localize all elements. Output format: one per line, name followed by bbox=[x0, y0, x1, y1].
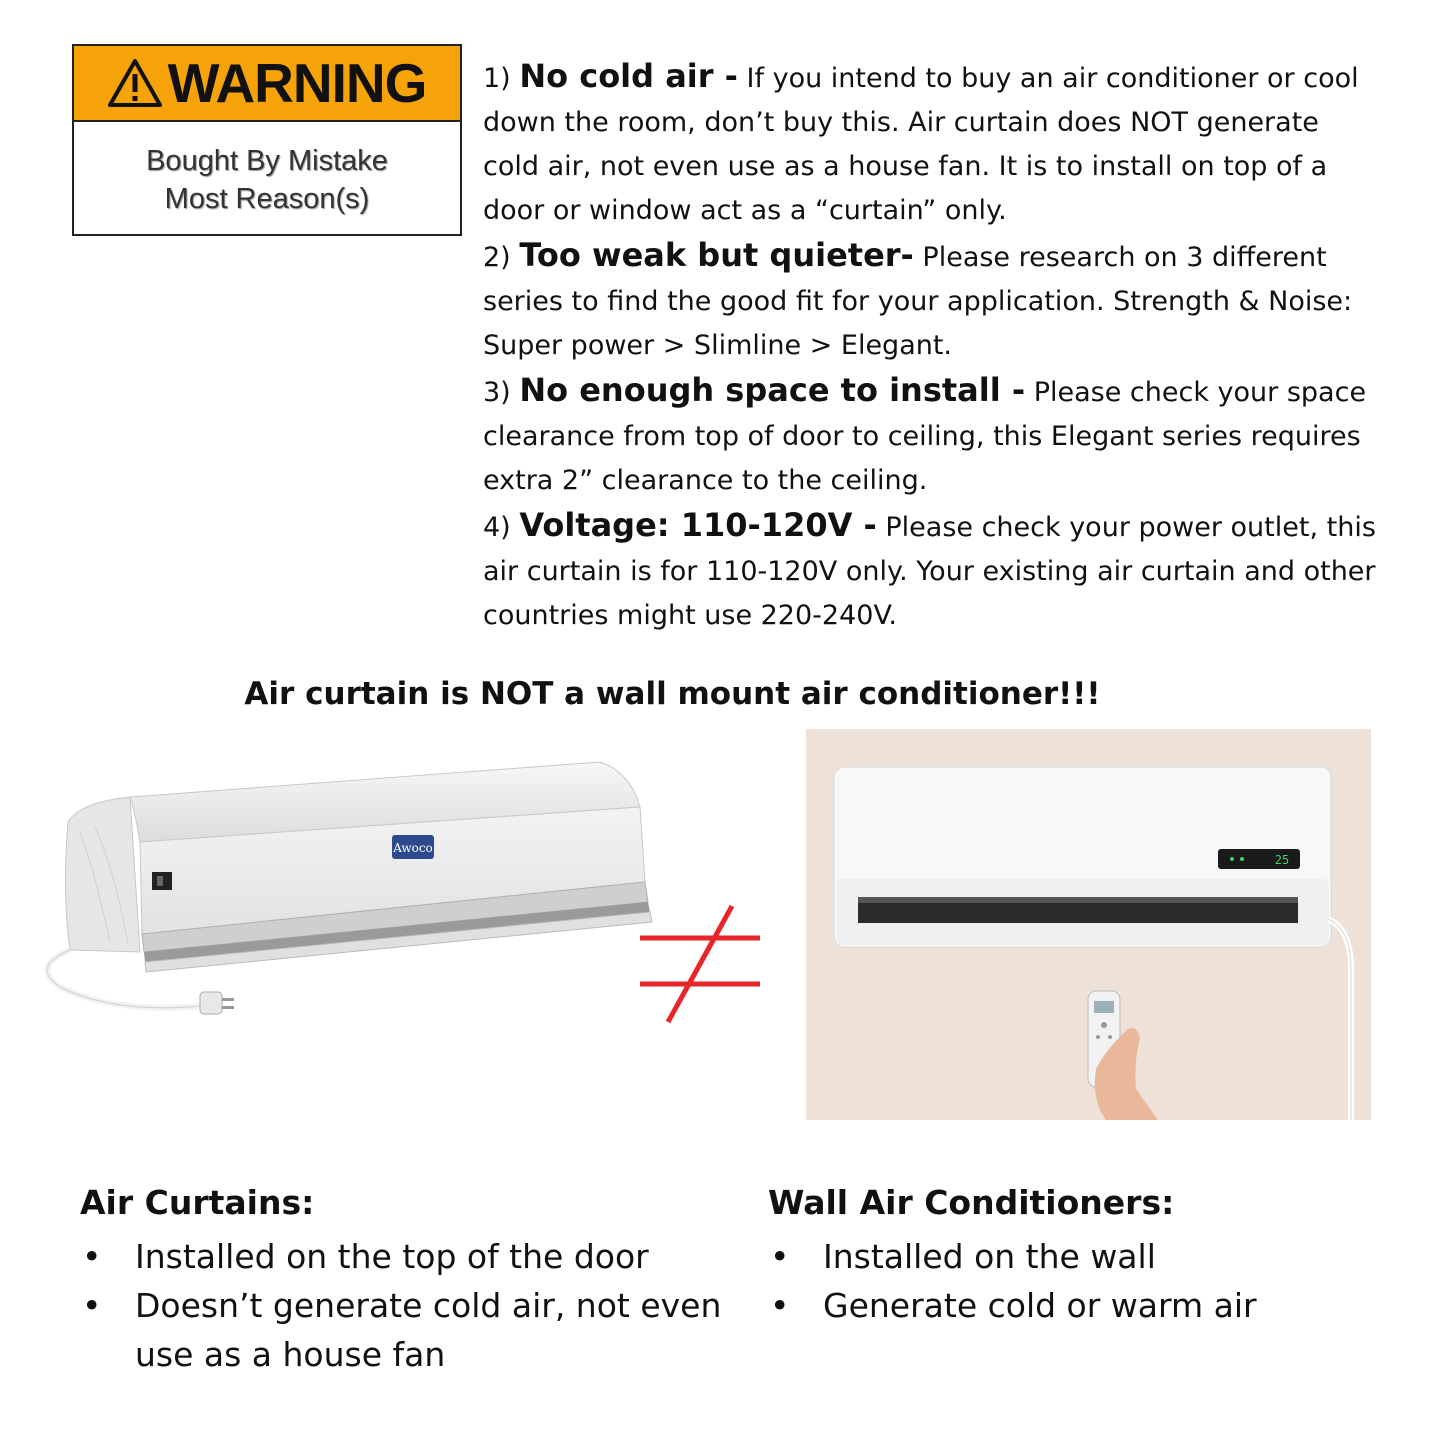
reason-text: Please check your power outlet, this air curtain is for 110-120V only. Your existing air curtain and other countries might use 220-240V. bbox=[483, 512, 1376, 631]
warning-line-1: Bought By Mistake bbox=[146, 145, 388, 177]
reason-text: If you intend to buy an air conditioner or cool down the room, don’t buy this. Air curtain does NOT generate cold air, not even use as a house fan. It is to install on top of a door or window act as a “curtain” only. bbox=[483, 63, 1359, 226]
list-item: • Installed on the wall bbox=[768, 1232, 1388, 1281]
list-item: • Doesn’t generate cold air, not even use as a house fan bbox=[80, 1281, 730, 1379]
not-equal-icon bbox=[636, 900, 766, 1030]
warning-sign bbox=[72, 44, 462, 236]
plug-icon bbox=[200, 992, 222, 1014]
ac-temperature: 25 bbox=[1274, 853, 1290, 867]
reason-number: 4) bbox=[483, 512, 511, 543]
reasons-list bbox=[483, 54, 1383, 638]
reason-heading: Too weak but quieter- bbox=[519, 236, 914, 274]
list-item: • Installed on the top of the door bbox=[80, 1232, 730, 1281]
air-curtains-list bbox=[80, 1180, 730, 1379]
reason-text: Please check your space clearance from top of door to ceiling, this Elegant series requires extra 2” clearance to the ceiling. bbox=[483, 377, 1367, 496]
warning-header bbox=[74, 46, 460, 122]
reason-heading: No enough space to install - bbox=[519, 371, 1026, 409]
warning-title: WARNING bbox=[167, 52, 427, 114]
reason-item bbox=[483, 368, 1383, 503]
reason-item bbox=[483, 54, 1383, 233]
wall-ac-list bbox=[768, 1180, 1388, 1330]
reason-heading: Voltage: 110-120V - bbox=[519, 506, 877, 544]
reason-text: Please research on 3 different series to find the good fit for your application. Strength & Noise: Super power > Slimline > Elegant. bbox=[483, 242, 1353, 361]
wall-ac-title: Wall Air Conditioners: bbox=[768, 1183, 1175, 1222]
list-item: • Generate cold or warm air bbox=[768, 1281, 1388, 1330]
reason-heading: No cold air - bbox=[519, 57, 738, 95]
warning-triangle-icon bbox=[108, 58, 162, 108]
headline: Air curtain is NOT a wall mount air conditioner!!! bbox=[244, 676, 1101, 712]
reason-number: 2) bbox=[483, 242, 511, 273]
air-curtains-title: Air Curtains: bbox=[80, 1183, 315, 1222]
reason-number: 3) bbox=[483, 377, 511, 408]
air-curtain-image bbox=[40, 752, 680, 1032]
reason-item bbox=[483, 233, 1383, 368]
wall-air-conditioner-image bbox=[806, 729, 1371, 1120]
warning-line-2: Most Reason(s) bbox=[164, 183, 370, 215]
reason-number: 1) bbox=[483, 63, 511, 94]
warning-body bbox=[74, 122, 460, 218]
reason-item bbox=[483, 503, 1383, 638]
brand-logo: Awoco bbox=[393, 841, 433, 855]
